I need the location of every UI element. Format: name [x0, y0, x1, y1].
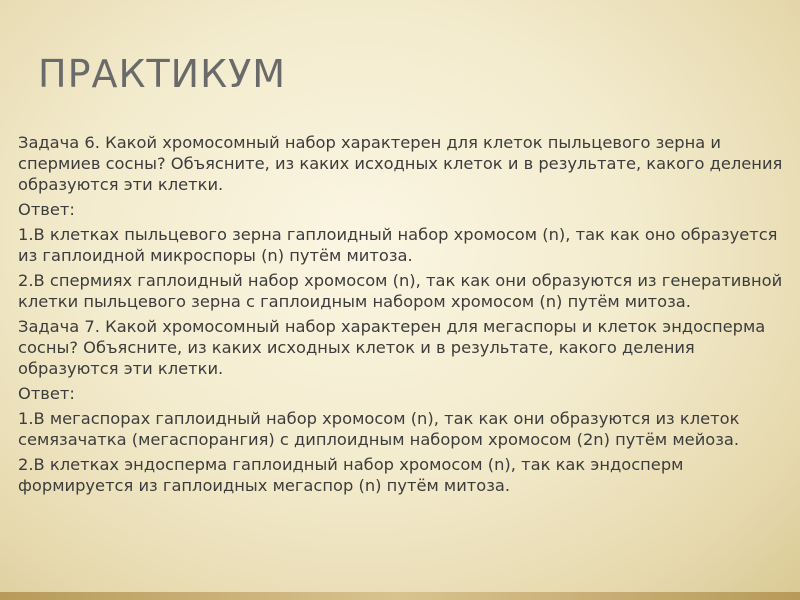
answer-label-2: Ответ:: [18, 384, 75, 403]
task-7-answer-1: 1.В мегаспорах гаплоидный набор хромосом (n), так как они образуются из клеток семязачатка (мегаспорангия) с диплоидным набором хромосом (2n) путём мейоза.: [18, 409, 740, 449]
bottom-decorative-bar: [0, 592, 800, 600]
slide-body: [18, 132, 788, 500]
task-7-answer-2: 2.В клетках эндосперма гаплоидный набор хромосом (n), так как эндосперм формируется из гаплоидных мегаспор (n) путём митоза.: [18, 455, 684, 495]
task-6-answer-2: 2.В спермиях гаплоидный набор хромосом (n), так как они образуются из генеративной клетки пыльцевого зерна с гаплоидным набором хромосом (n) путём митоза.: [18, 271, 783, 311]
task-6-answer-1: 1.В клетках пыльцевого зерна гаплоидный набор хромосом (n), так как оно образуется из гаплоидной микроспоры (n) путём митоза.: [18, 225, 778, 265]
task-6-question: Задача 6. Какой хромосомный набор характерен для клеток пыльцевого зерна и спермиев сосны? Объясните, из каких исходных клеток и в результате, какого деления образуются эти клетки.: [18, 133, 783, 194]
answer-label-1: Ответ:: [18, 200, 75, 219]
task-7-question: Задача 7. Какой хромосомный набор характерен для мегаспоры и клеток эндосперма сосны? Объясните, из каких исходных клеток и в результате, какого деления образуются эти клетки.: [18, 317, 766, 378]
slide-title: ПРАКТИКУМ: [38, 52, 287, 96]
